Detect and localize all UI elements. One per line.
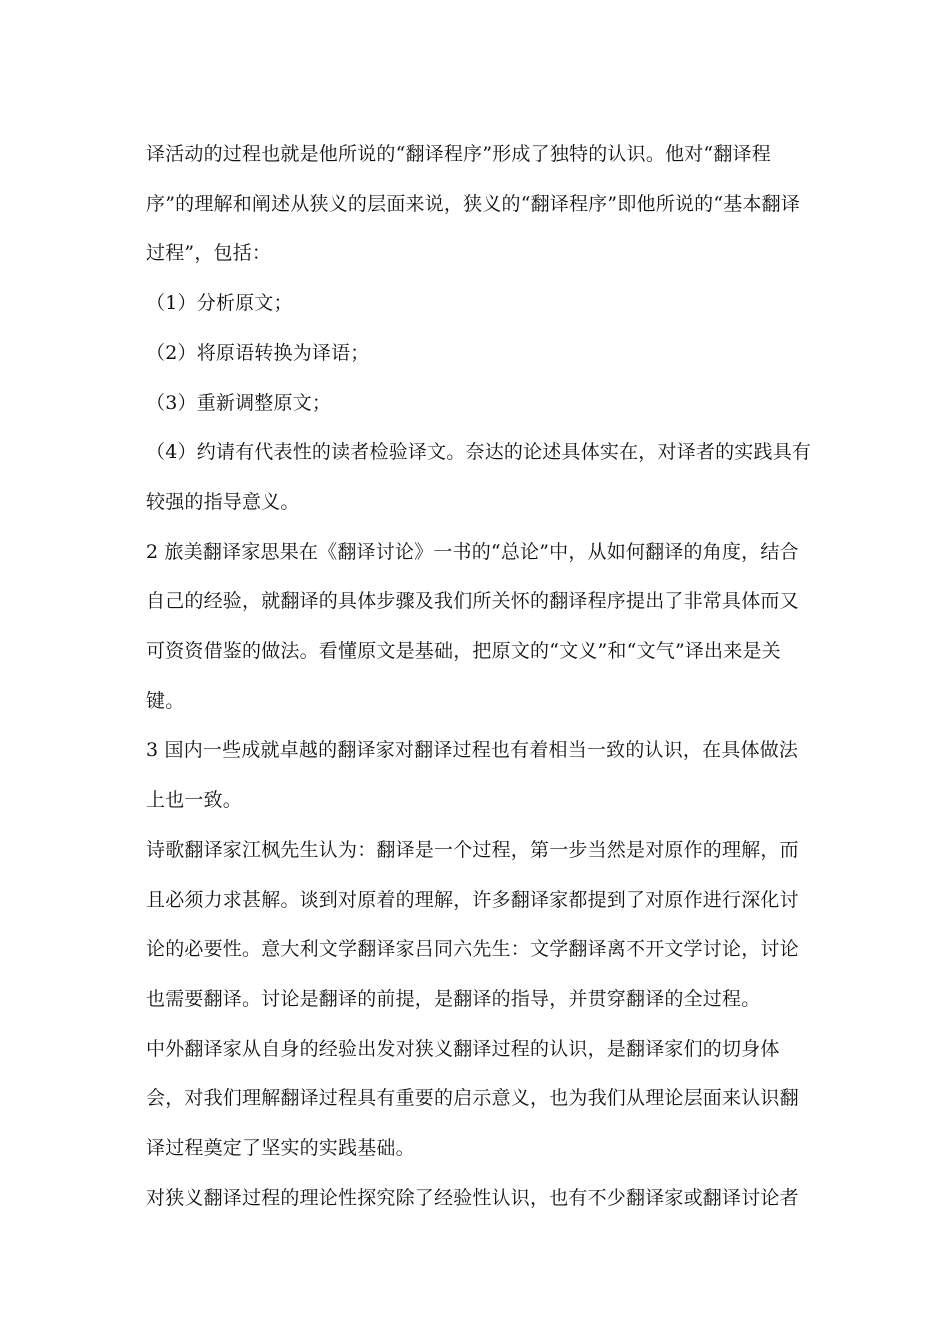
list-item-4: （4）约请有代表性的读者检验译文。奈达的论述具体实在，对译者的实践具有较强的指导意义。	[146, 441, 812, 513]
paragraph-theory: 对狭义翻译过程的理论性探究除了经验性认识，也有不少翻译家或翻译讨论者	[146, 1186, 799, 1209]
list-item-2: （2）将原语转换为译语；	[146, 341, 370, 364]
document-page	[146, 130, 814, 1223]
paragraph-intro: 译活动的过程也就是他所说的“翻译程序”形成了独特的认识。他对“翻译程序”的理解和阐述从狭义的层面来说，狭义的“翻译程序”即他所说的“基本翻译过程”，包括：	[146, 143, 801, 265]
paragraph-domestic: 3 国内一些成就卓越的翻译家对翻译过程也有着相当一致的认识，在具体做法上也一致。	[146, 739, 799, 812]
list-item-3: （3）重新调整原文；	[146, 391, 332, 414]
paragraph-jiangfeng: 诗歌翻译家江枫先生认为：翻译是一个过程，第一步当然是对原作的理解，而且必须力求甚解。谈到对原着的理解，许多翻译家都提到了对原作进行深化讨论的必要性。意大利文学翻译家吕同六先生：文学翻译离不开文学讨论，讨论也需要翻译。讨论是翻译的前提，是翻译的指导，并贯穿翻译的全过程。	[146, 838, 799, 1010]
list-item-1: （1）分析原文；	[146, 292, 293, 315]
paragraph-summary: 中外翻译家从自身的经验出发对狭义翻译过程的认识，是翻译家们的切身体会，对我们理解翻译过程具有重要的启示意义，也为我们从理论层面来认识翻译过程奠定了坚实的实践基础。	[146, 1037, 799, 1160]
paragraph-sigguo: 2 旅美翻译家思果在《翻译讨论》一书的“总论”中，从如何翻译的角度，结合自己的经验，就翻译的具体步骤及我们所关怀的翻译程序提出了非常具体而又可资资借鉴的做法。看懂原文是基础，把原文的“文义”和“文气”译出来是关键。	[146, 540, 799, 712]
